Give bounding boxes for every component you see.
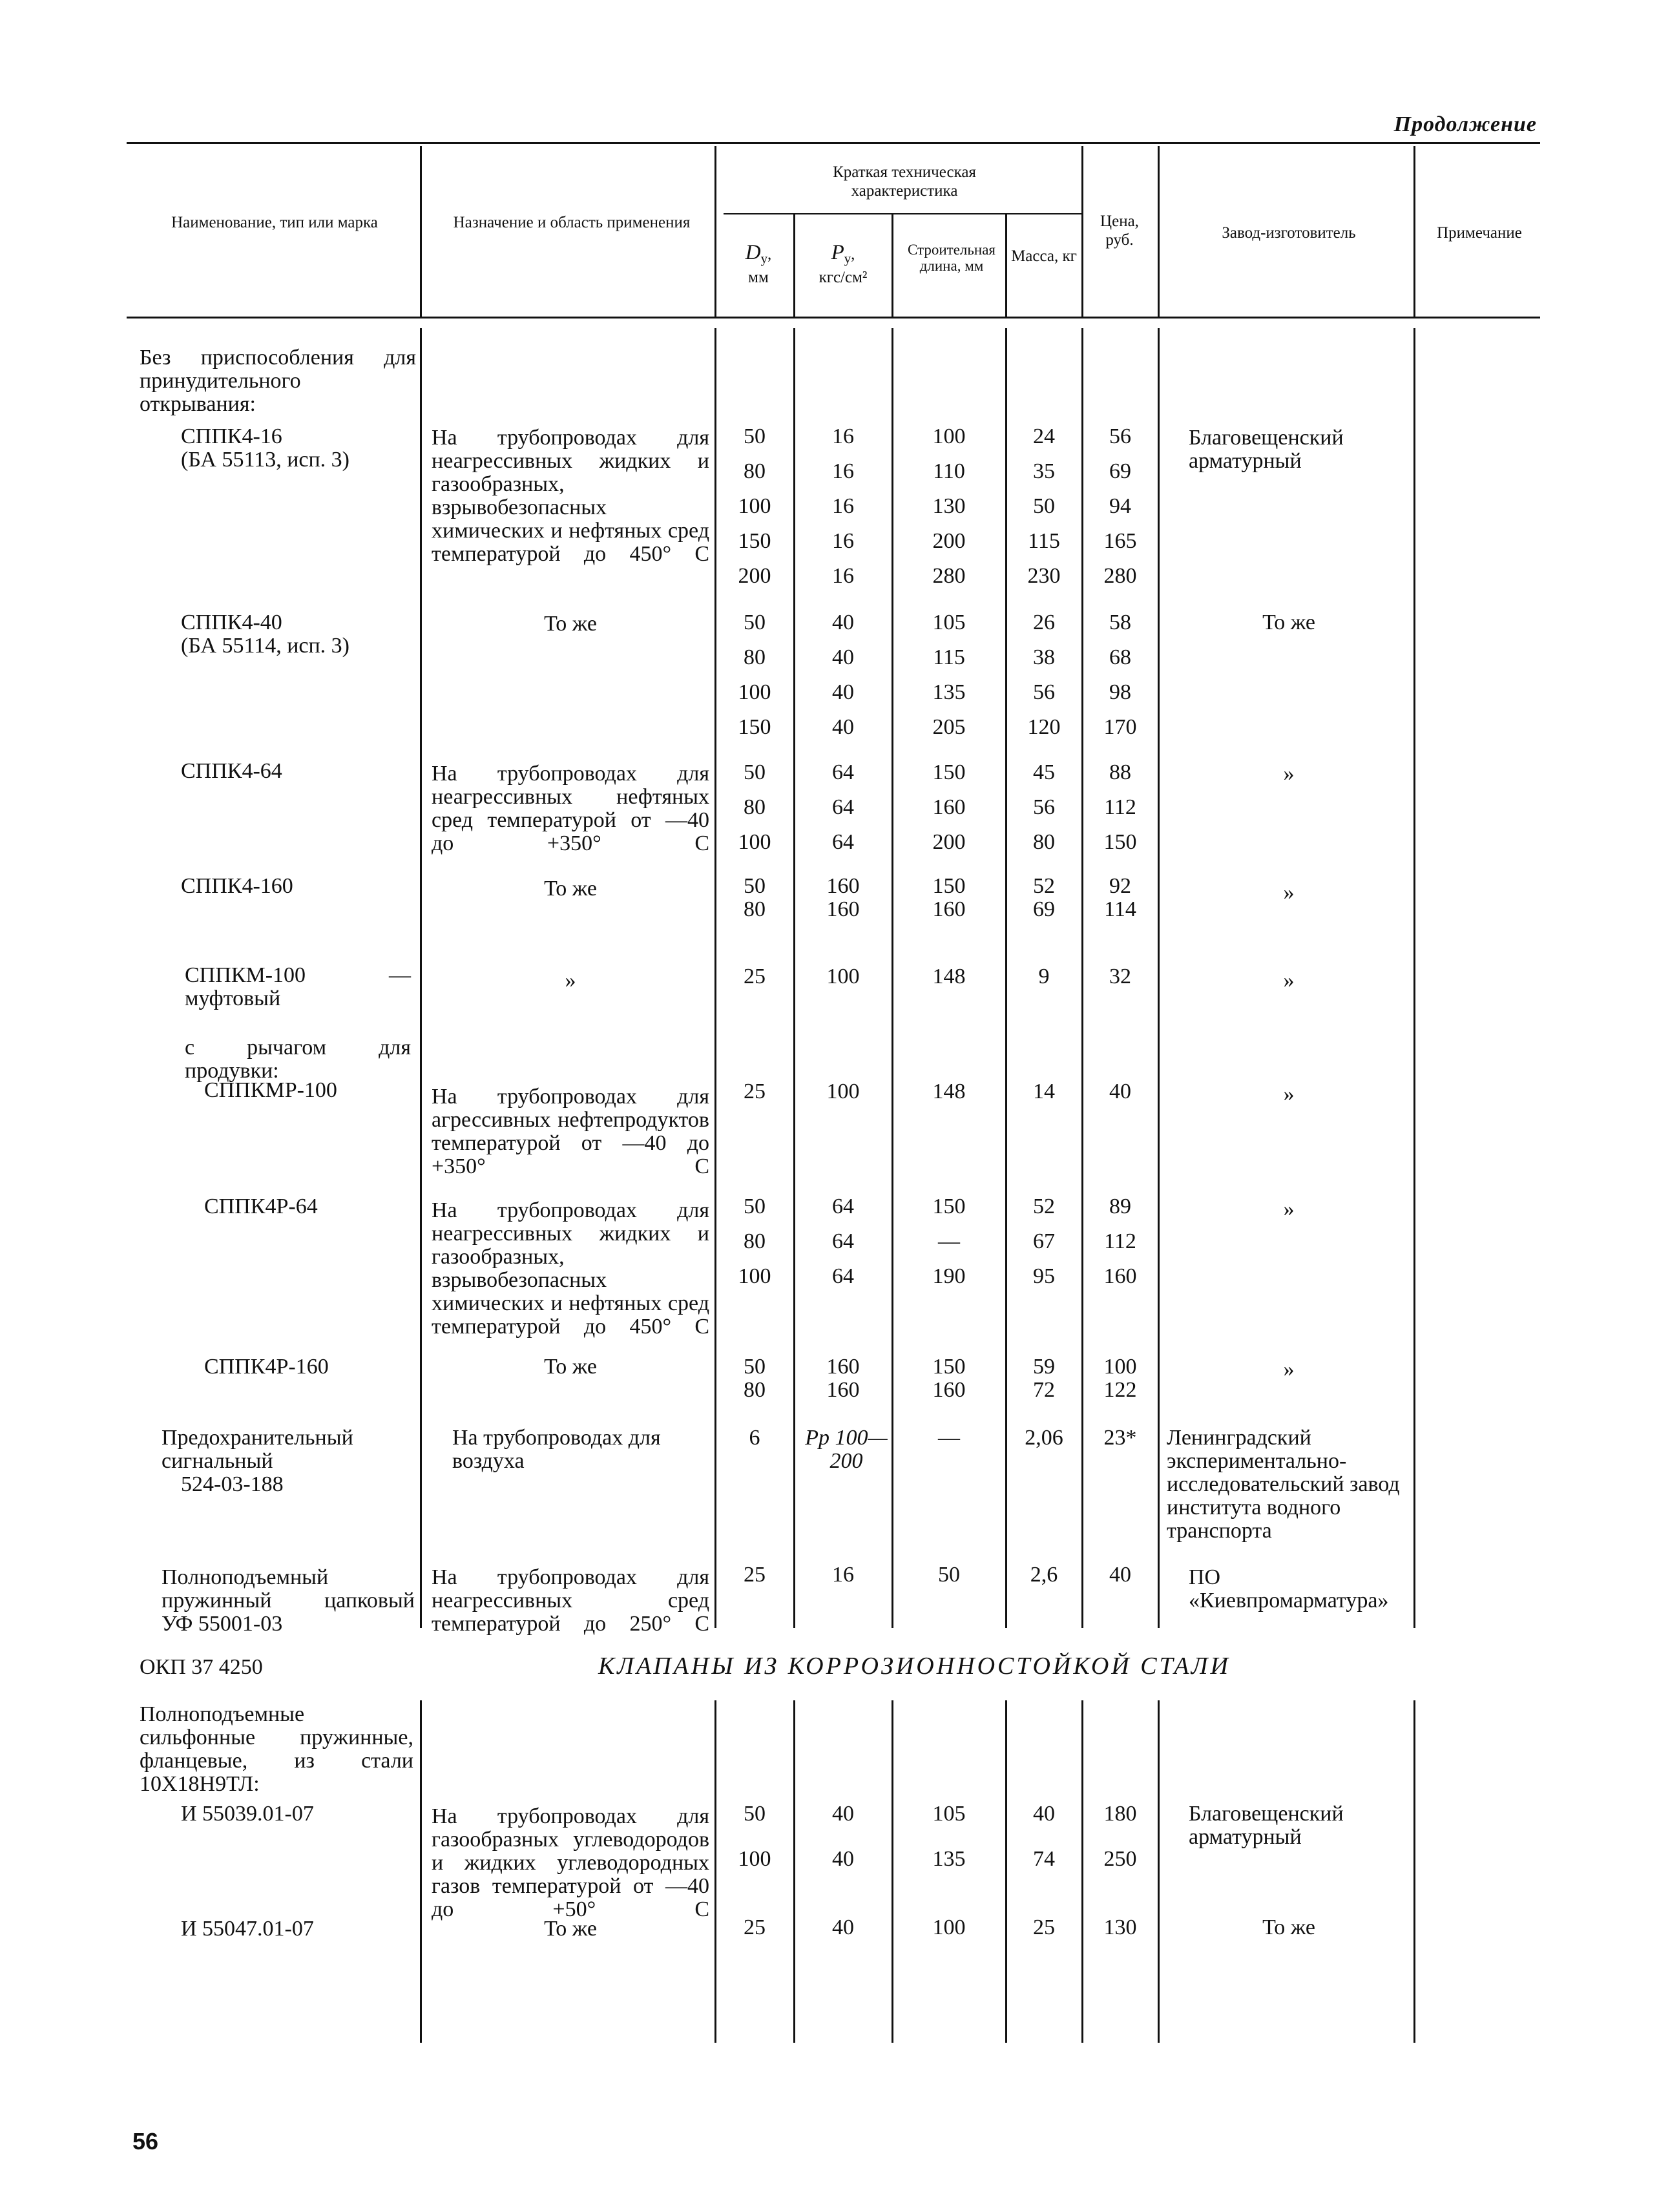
header-subdivider — [1005, 213, 1007, 317]
group-heading: Без приспособления для принудительного открывания: — [140, 346, 416, 416]
row-name: СППК4-16 — [181, 424, 282, 448]
header-py: $P_у$, кгс/см² — [819, 241, 868, 286]
cell-py: 40 — [832, 610, 854, 634]
cell-length: 135 — [932, 680, 966, 704]
column-line — [1081, 328, 1083, 1628]
header-divider — [714, 146, 716, 317]
cell-mass: 67 — [1033, 1229, 1055, 1253]
cell-price: 280 — [1103, 564, 1137, 588]
row-name-code: 524-03-188 — [181, 1472, 284, 1496]
header-mass: Масса, кг — [1011, 247, 1077, 265]
cell-length: 135 — [932, 1847, 966, 1871]
column-line — [714, 328, 716, 1628]
cell-price: 165 — [1103, 529, 1137, 553]
cell-dy: 80 — [744, 795, 766, 819]
cell-py: 64 — [832, 830, 854, 854]
cell-length: 160 — [932, 1378, 966, 1402]
cell-mass: 25 — [1033, 1915, 1055, 1939]
cell-price: 122 — [1103, 1378, 1137, 1402]
cell-dy: 50 — [744, 424, 766, 448]
cell-dy: 50 — [744, 1355, 766, 1379]
cell-price: 40 — [1109, 1563, 1131, 1587]
header-subdivider — [724, 213, 1081, 214]
cell-length: 150 — [932, 1355, 966, 1379]
row-factory: » — [1283, 1357, 1295, 1381]
cell-dy: 50 — [744, 1195, 766, 1218]
cell-dy: 25 — [744, 1563, 766, 1587]
header-divider — [420, 146, 422, 317]
cell-py: 160 — [826, 874, 860, 898]
row-purpose: То же — [544, 1355, 597, 1379]
column-line — [1005, 328, 1007, 1628]
cell-py: 16 — [832, 564, 854, 588]
cell-price: 69 — [1109, 459, 1131, 483]
cell-length: 148 — [932, 1080, 966, 1103]
cell-mass: 35 — [1033, 459, 1055, 483]
cell-length: 200 — [932, 529, 966, 553]
row-factory: » — [1283, 968, 1295, 992]
cell-dy: 100 — [738, 494, 771, 518]
cell-length: 100 — [932, 424, 966, 448]
column-line — [1158, 1700, 1160, 2043]
row-purpose: На трубопроводах для неагрессивных жидких и газообразных, взрывобезопасных химических и нефтяных сред температурой до 450° С — [432, 1198, 709, 1339]
row-purpose: На трубопроводах для воздуха — [452, 1426, 661, 1473]
column-line — [420, 1700, 422, 2043]
cell-price: 68 — [1109, 645, 1131, 669]
cell-price: 250 — [1103, 1847, 1137, 1871]
cell-dy: 50 — [744, 1802, 766, 1826]
header-purpose: Назначение и область применения — [453, 214, 691, 231]
row-factory: То же — [1262, 610, 1315, 634]
header-subdivider — [793, 213, 795, 317]
header-note: Примечание — [1437, 224, 1522, 242]
header-divider — [1081, 146, 1083, 317]
column-line — [714, 1700, 716, 2043]
header-length: Строительная длина, мм — [907, 242, 996, 274]
row-name: СППКМ-100 — муфтовый — [185, 963, 411, 1010]
cell-price: 89 — [1109, 1195, 1131, 1218]
cell-dy: 80 — [744, 1378, 766, 1402]
row-name: СППК4-40 — [181, 610, 282, 634]
column-line — [1413, 328, 1415, 1628]
cell-length: 115 — [933, 645, 965, 669]
cell-py: 16 — [832, 424, 854, 448]
row-name: СППК4-64 — [181, 759, 282, 783]
row-purpose: На трубопроводах для газообразных углеводородов и жидких углеводородных газов температурой от —40 до +50° С — [432, 1804, 709, 1921]
row-name-code: (БА 55113, исп. 3) — [181, 448, 349, 472]
column-line — [793, 328, 795, 1628]
column-line — [1158, 328, 1160, 1628]
cell-py: 64 — [832, 760, 854, 784]
row-purpose: То же — [544, 877, 597, 901]
cell-dy: 80 — [744, 645, 766, 669]
row-name: Полноподъемный пружинный цапковый — [162, 1565, 415, 1612]
row-name: Предохранительный сигнальный — [162, 1426, 353, 1473]
row-purpose: То же — [544, 1917, 597, 1941]
cell-price: 160 — [1103, 1264, 1137, 1288]
cell-py: 16 — [832, 529, 854, 553]
cell-price: 98 — [1109, 680, 1131, 704]
cell-price: 40 — [1109, 1080, 1131, 1103]
header-name: Наименование, тип или марка — [171, 214, 378, 231]
cell-py: 40 — [832, 1802, 854, 1826]
column-line — [1413, 1700, 1415, 2043]
cell-py: 64 — [832, 1264, 854, 1288]
cell-length: 160 — [932, 795, 966, 819]
row-name-code: (БА 55114, исп. 3) — [181, 634, 349, 658]
cell-dy: 50 — [744, 874, 766, 898]
row-purpose: То же — [544, 612, 597, 636]
cell-py: 40 — [832, 645, 854, 669]
cell-length: 110 — [933, 459, 965, 483]
column-line — [892, 1700, 893, 2043]
row-name: СППКМР-100 — [204, 1078, 337, 1102]
cell-length: 280 — [932, 564, 966, 588]
section-heading: Полноподъемные сильфонные пружинные, фланцевые, из стали 10Х18Н9ТЛ: — [140, 1702, 413, 1796]
cell-mass: 50 — [1033, 494, 1055, 518]
cell-py: 160 — [826, 1378, 860, 1402]
header-subdivider — [892, 213, 893, 317]
cell-dy: 25 — [744, 1915, 766, 1939]
cell-mass: 80 — [1033, 830, 1055, 854]
cell-price: 23* — [1103, 1426, 1137, 1450]
cell-length: 190 — [932, 1264, 966, 1288]
cell-price: 58 — [1109, 610, 1131, 634]
cell-price: 130 — [1103, 1915, 1137, 1939]
group-heading: с рычагом для продувки: — [185, 1036, 411, 1083]
cell-mass: 2,6 — [1030, 1563, 1058, 1587]
row-factory: » — [1283, 762, 1295, 786]
cell-price: 100 — [1103, 1355, 1137, 1379]
row-purpose: » — [565, 968, 576, 992]
cell-mass: 72 — [1033, 1378, 1055, 1402]
cell-py: 160 — [826, 1355, 860, 1379]
cell-mass: 2,06 — [1025, 1426, 1063, 1450]
cell-py: 64 — [832, 1229, 854, 1253]
row-purpose: На трубопроводах для агрессивных нефтепродуктов температурой от —40 до +350° С — [432, 1085, 709, 1178]
row-factory: » — [1283, 1082, 1295, 1106]
cell-price: 32 — [1109, 965, 1131, 988]
cell-mass: 38 — [1033, 645, 1055, 669]
cell-length: 130 — [932, 494, 966, 518]
cell-length: 150 — [932, 760, 966, 784]
cell-py: 100 — [826, 965, 860, 988]
cell-dy: 25 — [744, 965, 766, 988]
cell-dy: 50 — [744, 760, 766, 784]
cell-price: 88 — [1109, 760, 1131, 784]
cell-py: 16 — [832, 1563, 854, 1587]
cell-py: 40 — [832, 715, 854, 739]
cell-dy: 80 — [744, 897, 766, 921]
cell-length: — — [938, 1426, 960, 1450]
cell-mass: 40 — [1033, 1802, 1055, 1826]
cell-dy: 150 — [738, 715, 771, 739]
cell-mass: 115 — [1028, 529, 1060, 553]
row-name: СППК4Р-160 — [204, 1355, 329, 1379]
row-factory: » — [1283, 881, 1295, 904]
cell-py: 40 — [832, 680, 854, 704]
cell-dy: 100 — [738, 1847, 771, 1871]
cell-dy: 100 — [738, 1264, 771, 1288]
row-purpose: На трубопроводах для неагрессивных нефтяных сред температурой от —40 до +350° С — [432, 762, 709, 855]
row-factory: ПО «Киевпромарматура» — [1189, 1565, 1389, 1612]
cell-py: Pр 100—200 — [805, 1426, 888, 1473]
cell-length: 105 — [932, 1802, 966, 1826]
cell-length: 100 — [932, 1915, 966, 1939]
cell-length: 150 — [932, 874, 966, 898]
header-divider — [1158, 146, 1160, 317]
cell-mass: 56 — [1033, 795, 1055, 819]
cell-mass: 56 — [1033, 680, 1055, 704]
continuation-label: Продолжение — [1393, 112, 1537, 136]
cell-length: 160 — [932, 897, 966, 921]
cell-length: 50 — [938, 1563, 960, 1587]
table-header-rule — [127, 317, 1540, 318]
cell-py: 40 — [832, 1847, 854, 1871]
table-top-rule — [127, 142, 1540, 144]
cell-mass: 120 — [1027, 715, 1061, 739]
row-factory: То же — [1262, 1915, 1315, 1939]
header-price: Цена, руб. — [1100, 213, 1139, 249]
cell-price: 56 — [1109, 424, 1131, 448]
row-name: СППК4-160 — [181, 874, 293, 898]
column-line — [793, 1700, 795, 2043]
row-factory: Ленинградский экспериментально-исследовательский завод института водного транспорта — [1167, 1426, 1400, 1543]
header-tech: Краткая техническая характеристика — [833, 163, 976, 200]
row-factory: Благовещенский арматурный — [1189, 426, 1344, 473]
cell-py: 16 — [832, 494, 854, 518]
cell-py: 16 — [832, 459, 854, 483]
cell-price: 112 — [1104, 795, 1136, 819]
row-purpose: На трубопроводах для неагрессивных жидких и газообразных, взрывобезопасных химических и нефтяных сред температурой до 450° С — [432, 426, 709, 566]
cell-dy: 100 — [738, 830, 771, 854]
cell-dy: 50 — [744, 610, 766, 634]
cell-length: 105 — [932, 610, 966, 634]
cell-dy: 150 — [738, 529, 771, 553]
header-dy: $D_у$, мм — [745, 241, 772, 286]
cell-price: 92 — [1109, 874, 1131, 898]
row-purpose: На трубопроводах для неагрессивных сред температурой до 250° С — [432, 1565, 709, 1636]
cell-mass: 9 — [1038, 965, 1050, 988]
header-factory: Завод-изготовитель — [1222, 224, 1356, 242]
cell-price: 112 — [1104, 1229, 1136, 1253]
cell-mass: 52 — [1033, 874, 1055, 898]
column-line — [420, 328, 422, 1628]
cell-mass: 24 — [1033, 424, 1055, 448]
cell-mass: 59 — [1033, 1355, 1055, 1379]
cell-price: 114 — [1104, 897, 1136, 921]
cell-length: 205 — [932, 715, 966, 739]
cell-dy: 100 — [738, 680, 771, 704]
column-line — [1081, 1700, 1083, 2043]
column-line — [892, 328, 893, 1628]
cell-mass: 45 — [1033, 760, 1055, 784]
cell-dy: 200 — [738, 564, 771, 588]
cell-dy: 6 — [749, 1426, 760, 1450]
cell-length: — — [938, 1229, 960, 1253]
row-name: И 55047.01-07 — [181, 1917, 314, 1941]
cell-py: 64 — [832, 795, 854, 819]
cell-mass: 74 — [1033, 1847, 1055, 1871]
cell-py: 64 — [832, 1195, 854, 1218]
header-divider — [1413, 146, 1415, 317]
cell-length: 200 — [932, 830, 966, 854]
cell-mass: 14 — [1033, 1080, 1055, 1103]
cell-mass: 26 — [1033, 610, 1055, 634]
cell-dy: 80 — [744, 1229, 766, 1253]
cell-py: 100 — [826, 1080, 860, 1103]
row-factory: Благовещенский арматурный — [1189, 1802, 1344, 1849]
cell-length: 150 — [932, 1195, 966, 1218]
cell-mass: 69 — [1033, 897, 1055, 921]
cell-py: 160 — [826, 897, 860, 921]
column-line — [1005, 1700, 1007, 2043]
section-title: КЛАПАНЫ ИЗ КОРРОЗИОННОСТОЙКОЙ СТАЛИ — [598, 1653, 1231, 1680]
row-name-code: УФ 55001-03 — [162, 1612, 283, 1636]
cell-price: 150 — [1103, 830, 1137, 854]
cell-price: 170 — [1103, 715, 1137, 739]
cell-py: 40 — [832, 1915, 854, 1939]
cell-dy: 80 — [744, 459, 766, 483]
cell-mass: 95 — [1033, 1264, 1055, 1288]
cell-price: 180 — [1103, 1802, 1137, 1826]
okp-code: ОКП 37 4250 — [140, 1655, 263, 1679]
cell-dy: 25 — [744, 1080, 766, 1103]
row-factory: » — [1283, 1197, 1295, 1221]
cell-price: 94 — [1109, 494, 1131, 518]
cell-mass: 230 — [1027, 564, 1061, 588]
page-number: 56 — [132, 2128, 159, 2155]
cell-length: 148 — [932, 965, 966, 988]
cell-mass: 52 — [1033, 1195, 1055, 1218]
row-name: И 55039.01-07 — [181, 1802, 314, 1826]
row-name: СППК4Р-64 — [204, 1195, 318, 1218]
